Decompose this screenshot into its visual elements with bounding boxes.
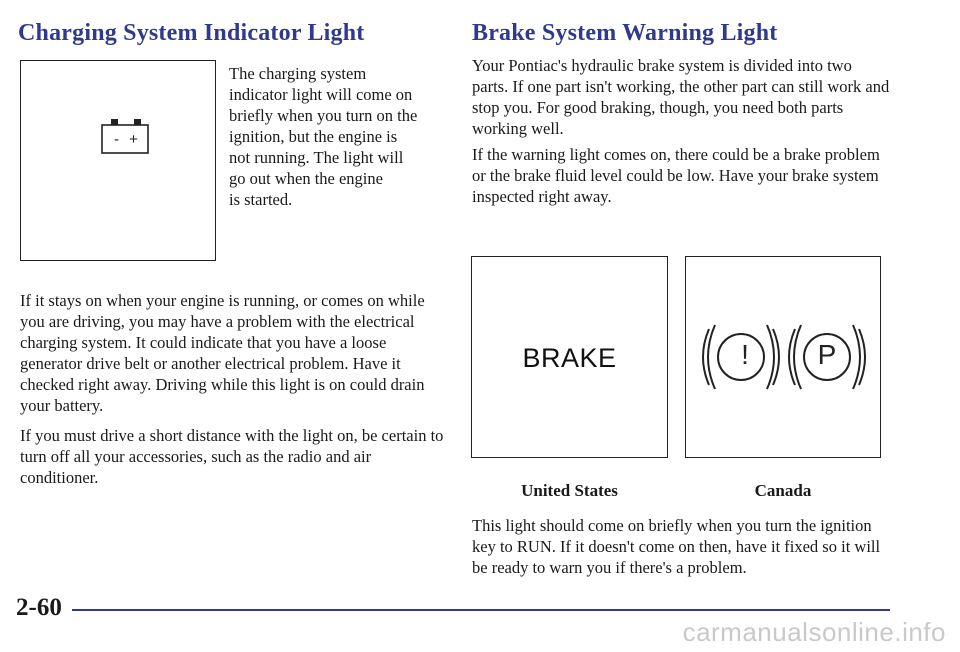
battery-terminal-symbols: - + — [114, 131, 141, 148]
watermark: carmanualsonline.info — [682, 617, 946, 647]
brake-heading: Brake System Warning Light — [472, 20, 778, 46]
brake-us-icon-box — [471, 256, 668, 458]
parking-brake-symbol: P — [817, 339, 837, 370]
intro-line: is started. — [229, 190, 293, 209]
intro-line: ignition, but the engine is — [229, 127, 398, 146]
brake-canada-icon-box — [685, 256, 881, 458]
caption-united-states: United States — [521, 481, 618, 500]
page-number: 2-60 — [16, 594, 62, 621]
brake-parenthesis-icon — [699, 317, 869, 397]
intro-line: The charging system — [229, 64, 367, 83]
charging-heading: Charging System Indicator Light — [18, 20, 365, 46]
brake-us-label: BRAKE — [522, 343, 617, 373]
intro-line: briefly when you turn on the — [229, 106, 418, 125]
brake-exclamation-symbol: ! — [741, 339, 749, 370]
brake-paragraph-2: If the warning light comes on, there could be a brake problem or the brake fluid level could be low. Have your brake system inspected right away. — [472, 145, 880, 206]
charging-icon-box — [20, 60, 216, 261]
charging-paragraph-1: If it stays on when your engine is running, or comes on while you are driving, you may have a problem with the electrical charging system. It could indicate that you have a loose generator drive belt or another electrical problem. Have it checked right away. Driving while this light is on could drain your battery. — [20, 291, 425, 415]
caption-canada: Canada — [754, 481, 812, 500]
brake-paragraph-1: Your Pontiac's hydraulic brake system is divided into two parts. If one part isn't working, the other part can still work and stop you. For good braking, though, you need both parts working well. — [472, 56, 890, 138]
charging-paragraph-2: If you must drive a short distance with the light on, be certain to turn off all your accessories, such as the radio and air conditioner. — [20, 426, 444, 487]
intro-line: indicator light will come on — [229, 85, 413, 104]
charging-intro — [229, 63, 444, 210]
footer-rule — [72, 609, 890, 611]
intro-line: not running. The light will — [229, 148, 404, 167]
intro-line: go out when the engine — [229, 169, 383, 188]
brake-paragraph-3: This light should come on briefly when you turn the ignition key to RUN. If it doesn't come on then, have it fixed so it will be ready to warn you if there's a problem. — [472, 516, 881, 577]
